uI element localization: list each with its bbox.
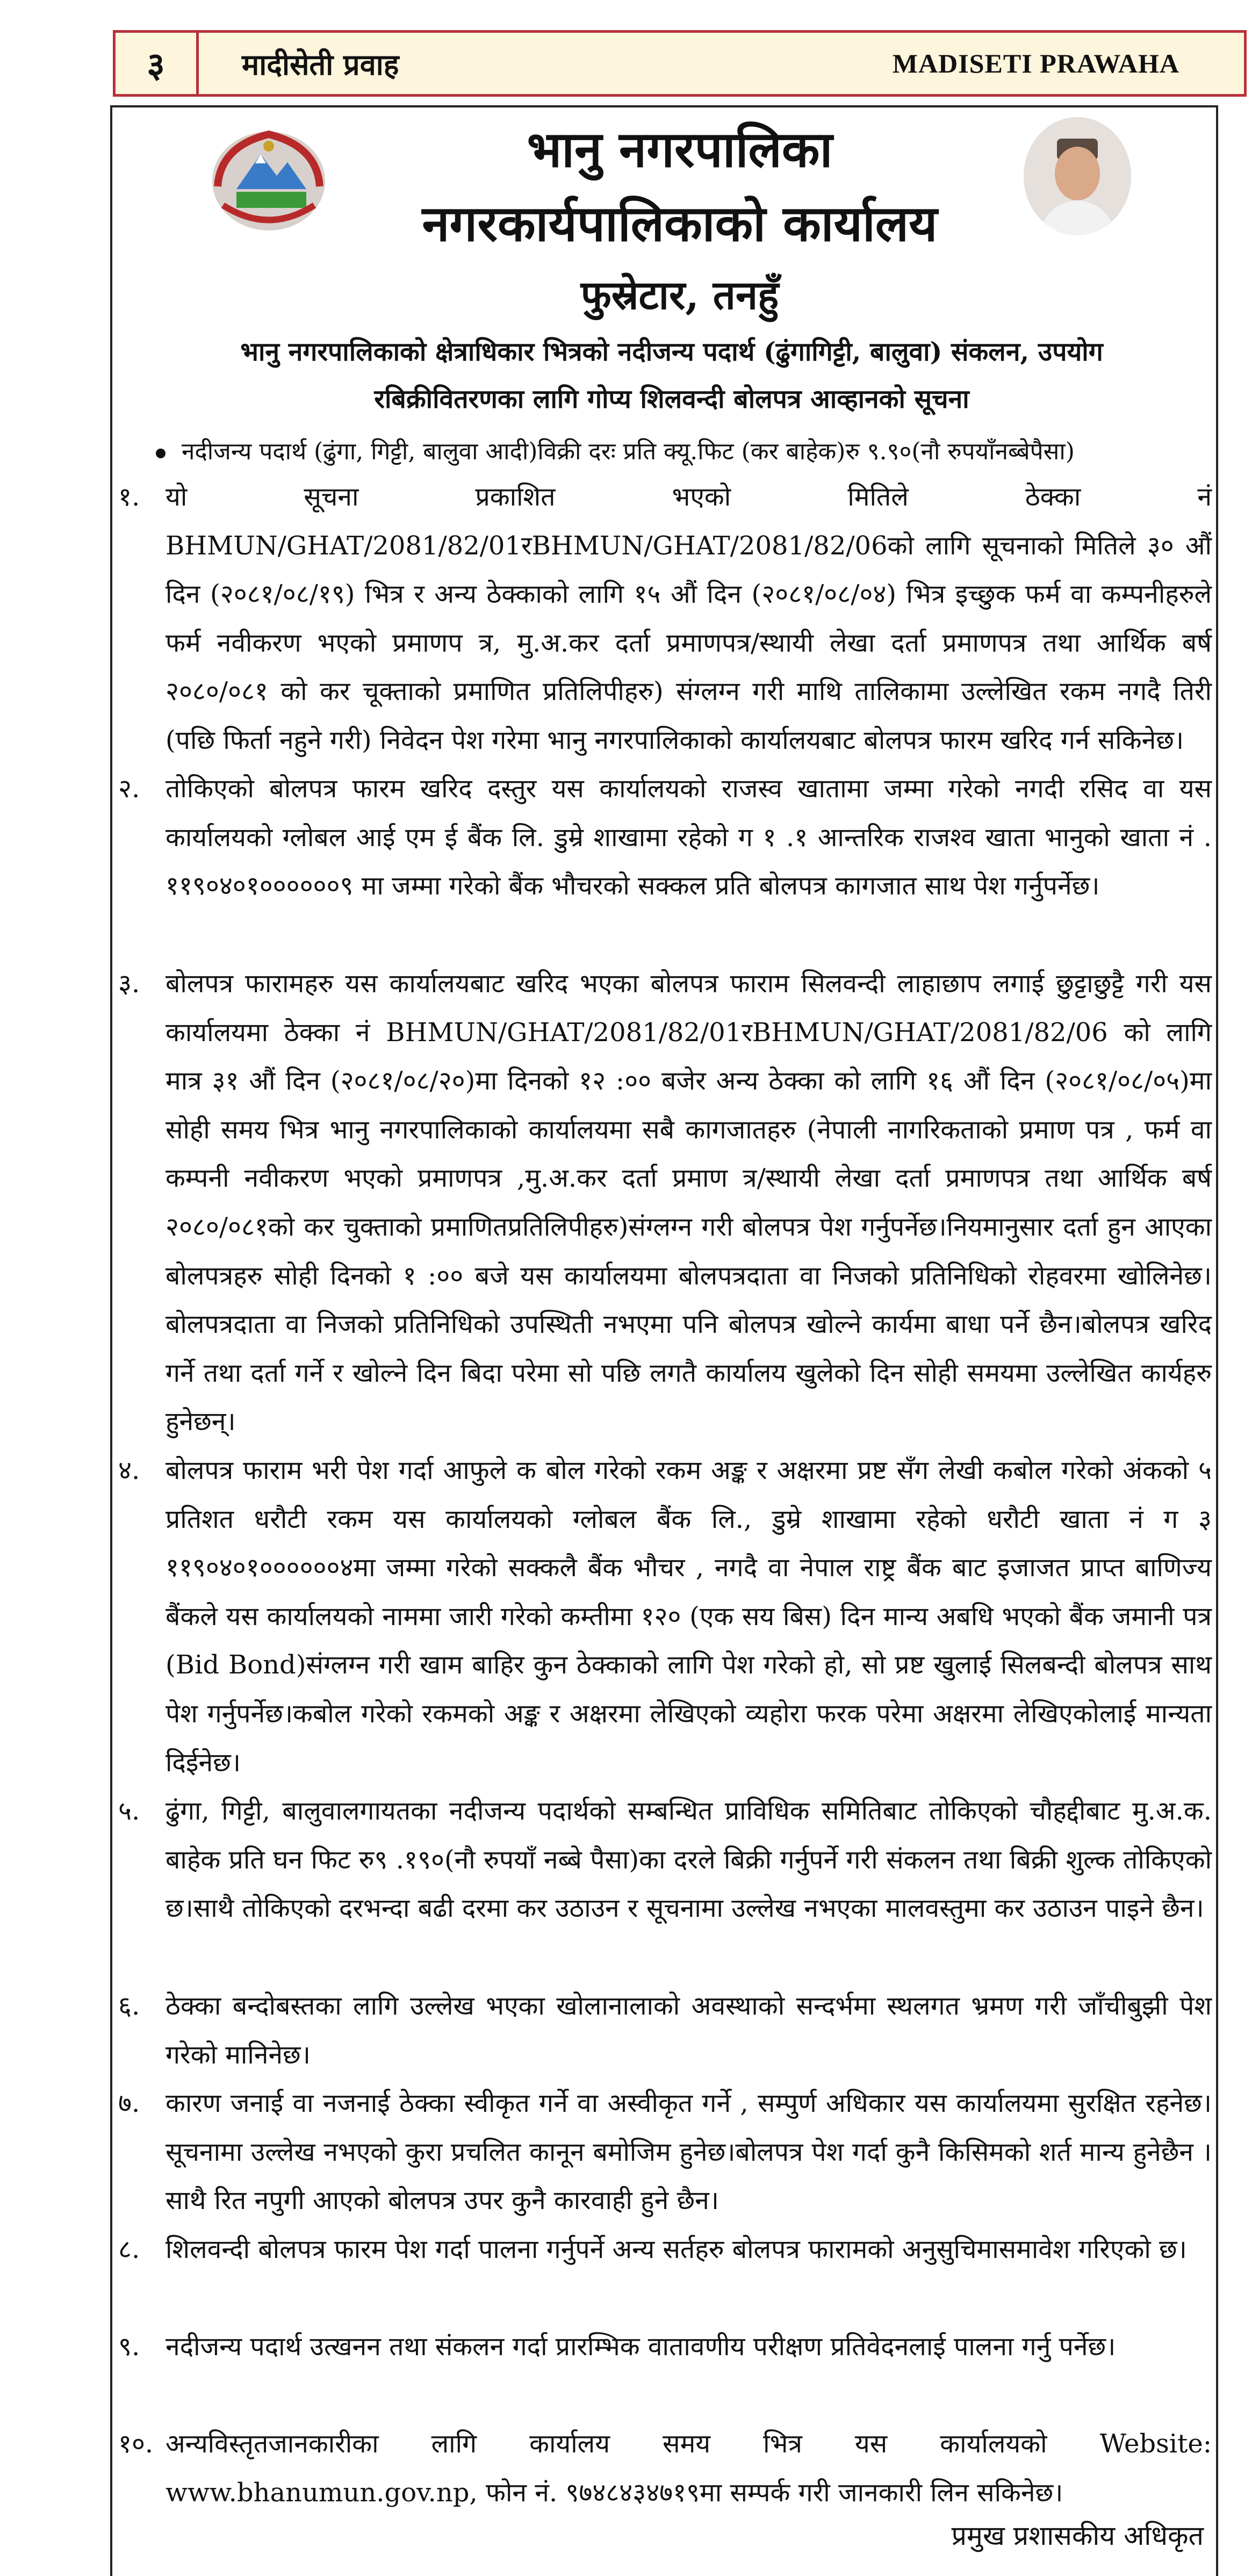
paper-name: मादीसेती प्रवाह bbox=[242, 47, 399, 82]
masthead bbox=[113, 30, 1247, 97]
page-number: ३ bbox=[116, 33, 199, 94]
office-name: भानु नगरपालिका bbox=[527, 120, 833, 178]
list-item bbox=[118, 1982, 1212, 2079]
list-item bbox=[118, 2079, 1212, 2225]
item-number: ३. bbox=[118, 969, 140, 999]
item-number: ८. bbox=[118, 2234, 140, 2264]
portrait-image bbox=[1024, 117, 1131, 235]
person-icon bbox=[1024, 117, 1131, 235]
signature: प्रमुख प्रशासकीय अधिकृत bbox=[951, 2520, 1204, 2551]
bullet-icon bbox=[156, 449, 166, 458]
item-number: ७. bbox=[118, 2088, 140, 2118]
item-text: बोलपत्र फाराम भरी पेश गर्दा आफुले क बोल गरेको रकम अङ्क र अक्षरमा प्रष्ट सँग लेखी कबोल गरेको अंकको ५ प्रतिशत धरौटी रकम यस कार्यालयको ग्लोबल बैंक लि., डुम्रे शाखामा रहेको धरौटी खाता नं ग ३ ११९०४०१००००००४मा जम्मा गरेको सक्कलै बैंक भौचर , नगदै वा नेपाल राष्ट्र बैंक बाट इजाजत प्राप्त बाणिज्य बैंकले यस कार्यालयको नाममा जारी गरेको कम्तीमा १२० (एक सय बिस) दिन मान्य अबधि भएको बैंक जमानी पत्र (Bid Bond)संग्लग्न गरी खाम बाहिर कुन ठेक्काको लागि पेश गरेको हो, सो प्रष्ट खुलाई सिलबन्दी बोलपत्र साथ पेश गर्नुपर्नेछ।कबोल गरेको रकमको अङ्क र अक्षरमा लेखिएको व्यहोरा फरक परेमा अक्षरमा लेखिएकोलाई मान्यता दिईनेछ। bbox=[166, 1455, 1212, 1778]
notice-subject-line1: भानु नगरपालिकाको क्षेत्राधिकार भित्रको नदीजन्य पदार्थ (ढुंगागिट्टी, बालुवा) संकलन, उपयोग bbox=[240, 337, 1103, 367]
item-text: कारण जनाई वा नजनाई ठेक्का स्वीकृत गर्ने वा अस्वीकृत गर्ने , सम्पुर्ण अधिकार यस कार्यालयमा सुरक्षित रहनेछ।सूचनामा उल्लेख नभएको कुरा प्रचलित कानून बमोजिम हुनेछ।बोलपत्र पेश गर्दा कुनै किसिमको शर्त मान्य हुनेछैन ।साथै रित नपुगी आएको बोलपत्र उपर कुनै कारवाही हुने छैन। bbox=[166, 2088, 1212, 2216]
item-text: ठेक्का बन्दोबस्तका लागि उल्लेख भएका खोलानालाको अवस्थाको सन्दर्भमा स्थलगत भ्रमण गरी जाँचीबुझी पेश गरेको मानिनेछ। bbox=[166, 1991, 1212, 2070]
office-location: फुस्रेटार, तनहुँ bbox=[580, 272, 779, 319]
item-number: ९. bbox=[118, 2332, 140, 2362]
item-number: ४. bbox=[118, 1455, 140, 1485]
item-text: नदीजन्य पदार्थ उत्खनन तथा संकलन गर्दा प्रारम्भिक वातावणीय परीक्षण प्रतिवेदनलाई पालना गर्नु पर्नेछ। bbox=[166, 2332, 1116, 2362]
list-item bbox=[118, 2225, 1212, 2322]
list-item bbox=[118, 473, 1212, 764]
rate-bullet bbox=[156, 435, 1209, 468]
office-title: नगरकार्यपालिकाको कार्यालय bbox=[422, 194, 938, 252]
item-text: ढुंगा, गिट्टी, बालुवालगायतका नदीजन्य पदार्थको सम्बन्धित प्राविधिक समितिबाट तोकिएको चौहद्दीबाट मु.अ.क. बाहेक प्रति घन फिट रु९ .१९०(नौ रुपयाँ नब्बे पैसा)का दरले बिक्री गर्नुपर्ने गरी संकलन तथा बिक्री शुल्क तोकिएको छ।साथै तोकिएको दरभन्दा बढी दरमा कर उठाउन र सूचनामा उल्लेख नभएका मालवस्तुमा कर उठाउन पाइने छैन। bbox=[166, 1796, 1212, 1924]
item-text: बोलपत्र फारामहरु यस कार्यालयबाट खरिद भएका बोलपत्र फाराम सिलवन्दी लाहाछाप लगाई छुट्टाछुट्टै गरी यस कार्यालयमा ठेक्का नं BHMUN/GHAT/2081/82/01रBHMUN/GHAT/2081/82/06 को लागि मात्र ३१ औं दिन (२०८१/०८/२०)मा दिनको १२ :०० बजेर अन्य ठेक्का को लागि १६ औं दिन (२०८१/०८/०५)मा सोही समय भित्र भानु नगरपालिकाको कार्यालयमा सबै कागजातहरु (नेपाली नागरिकताको प्रमाण पत्र , फर्म वा कम्पनी नवीकरण भएको प्रमाणपत्र ,मु.अ.कर दर्ता प्रमाण त्र/स्थायी लेखा दर्ता प्रमाणपत्र तथा आर्थिक बर्ष २०८०/०८१को कर चुक्ताको प्रमाणितप्रतिलिपीहरु)संग्लग्न गरी बोलपत्र पेश गर्नुपर्नेछ।नियमानुसार दर्ता हुन आएका बोलपत्रहरु सोही दिनको १ :०० बजे यस कार्यालयमा बोलपत्रदाता वा निजको प्रतिनिधिको रोहवरमा खोलिनेछ।बोलपत्रदाता वा निजको प्रतिनिधिको उपस्थिती नभएमा पनि बोलपत्र खोल्ने कार्यमा बाधा पर्ने छैन।बोलपत्र खरिद गर्ने तथा दर्ता गर्ने र खोल्ने दिन बिदा परेमा सो पछि लगतै कार्यालय खुलेको दिन सोही समयमा उल्लेखित कार्यहरु हुनेछन्। bbox=[166, 969, 1212, 1437]
item-number: १. bbox=[118, 482, 140, 512]
list-item bbox=[118, 1446, 1212, 1787]
item-number: २. bbox=[118, 774, 140, 804]
item-number: ५. bbox=[118, 1796, 140, 1826]
item-number: ६. bbox=[118, 1991, 140, 2021]
item-number: १०. bbox=[118, 2429, 154, 2459]
paper-name-english: MADISETI PRAWAHA bbox=[892, 48, 1179, 78]
item-text: तोकिएको बोलपत्र फारम खरिद दस्तुर यस कार्यालयको राजस्व खातामा जम्मा गरेको नगदी रसिद वा यस कार्यालयको ग्लोबल आई एम ई बैंक लि. डुम्रे शाखामा रहेको ग १ .१ आन्तरिक राजश्व खाता भानुको खाता नं . ११९०४०१००००००९ मा जम्मा गरेको बैंक भौचरको सक्कल प्रति बोलपत्र कागजात साथ पेश गर्नुपर्नेछ। bbox=[166, 774, 1212, 901]
nepal-emblem-icon bbox=[207, 125, 330, 237]
list-item bbox=[118, 959, 1212, 1446]
rate-text: नदीजन्य पदार्थ (ढुंगा, गिट्टी, बालुवा आदी)विक्री दरः प्रति क्यू.फिट (कर बाहेक)रु ९.९०(नौ रुपयाँनब्बेपैसा) bbox=[182, 438, 1075, 465]
list-item bbox=[118, 1787, 1212, 1982]
list-item bbox=[118, 764, 1212, 959]
item-text: यो सूचना प्रकाशित भएको मितिले ठेक्का नं BHMUN/GHAT/2081/82/01रBHMUN/GHAT/2081/82/06को लागि सूचनाको मितिले ३० औं दिन (२०८१/०८/१९) भित्र र अन्य ठेक्काको लागि १५ औं दिन (२०८१/०८/०४) भित्र इच्छुक फर्म वा कम्पनीहरुले फर्म नवीकरण भएको प्रमाणप त्र, मु.अ.कर दर्ता प्रमाणपत्र/स्थायी लेखा दर्ता प्रमाणपत्र तथा आर्थिक बर्ष २०८०/०८१ को कर चूक्ताको प्रमाणित प्रतिलिपीहरु) संग्लग्न गरी माथि तालिकामा उल्लेखित रकम नगदै तिरी (पछि फिर्ता नहुने गरी) निवेदन पेश गरेमा भानु नगरपालिकाको कार्यालयबाट बोलपत्र फारम खरिद गर्न सकिनेछ। bbox=[166, 482, 1212, 755]
notice-items bbox=[118, 473, 1212, 2517]
list-item bbox=[118, 2420, 1212, 2517]
list-item bbox=[118, 2322, 1212, 2420]
item-text: शिलवन्दी बोलपत्र फारम पेश गर्दा पालना गर्नुपर्ने अन्य सर्तहरु बोलपत्र फारामको अनुसुचिमासमावेश गरिएको छ। bbox=[166, 2234, 1187, 2264]
item-text: अन्यविस्तृतजानकारीका लागि कार्यालय समय भित्र यस कार्यालयको Website: www.bhanumun.gov.np, फोन नं. ९७४८४३४७१९मा सम्पर्क गरी जानकारी लिन सकिनेछ। bbox=[166, 2429, 1212, 2508]
notice-subject-line2: रबिक्रीवितरणका लागि गोप्य शिलवन्दी बोलपत्र आव्हानको सूचना bbox=[374, 384, 969, 414]
